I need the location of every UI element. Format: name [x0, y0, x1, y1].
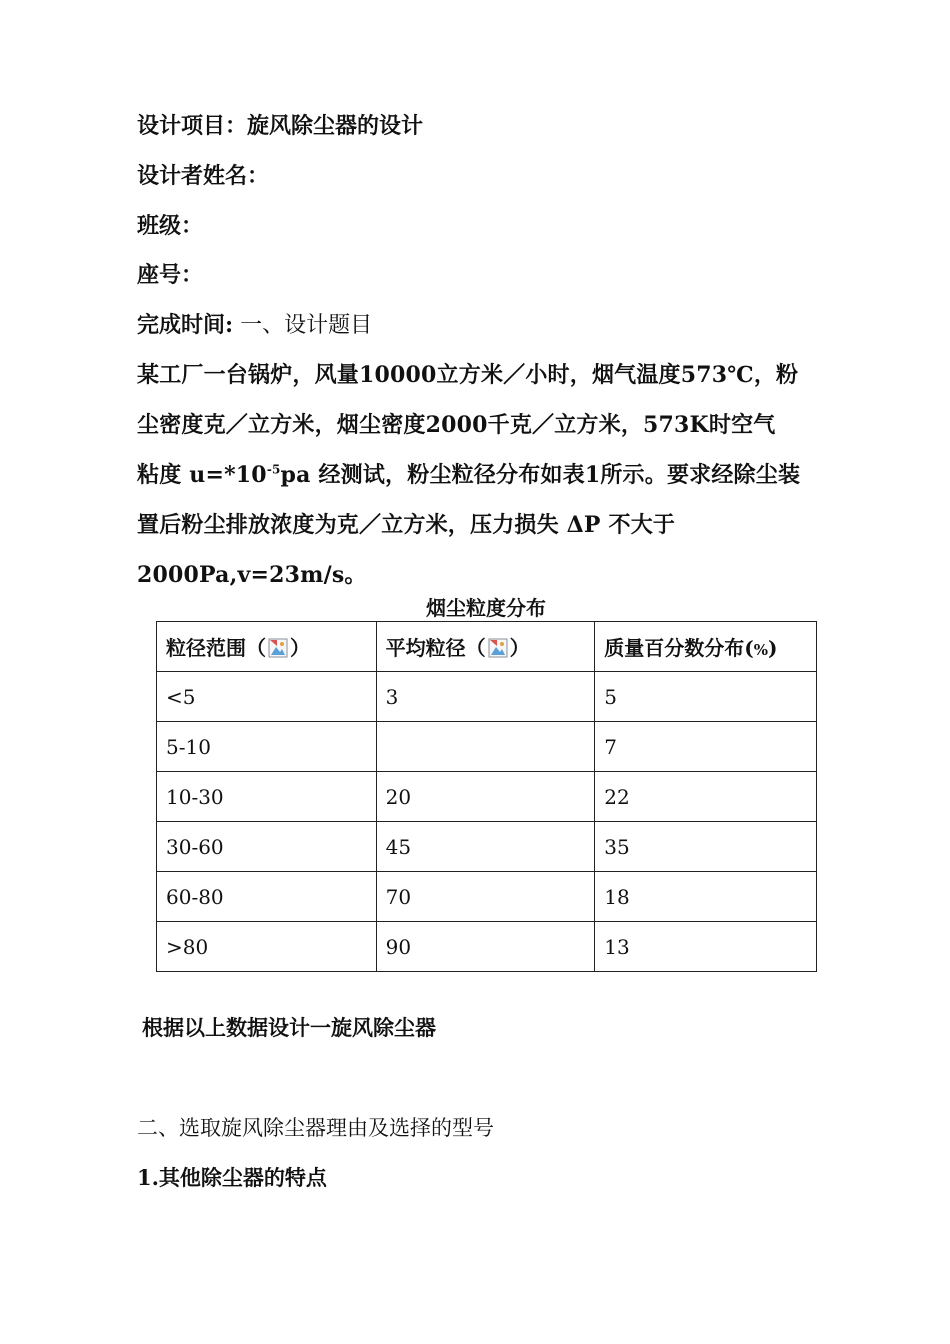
problem-line-5: 2000Pa,v=23m/s。: [137, 562, 367, 588]
table-caption: 烟尘粒度分布: [426, 596, 546, 620]
table-cell: 20: [376, 772, 595, 822]
table-cell: 90: [376, 922, 595, 972]
table-row: [157, 722, 817, 772]
table-row: [157, 772, 817, 822]
table-row: [157, 872, 817, 922]
section2-title: 二、选取旋风除尘器理由及选择的型号: [137, 1116, 494, 1140]
table-cell: 60-80: [157, 872, 377, 922]
project-line: [137, 111, 423, 141]
project-label: 设计项目：: [137, 113, 248, 139]
project-value: 旋风除尘器的设计: [247, 113, 424, 139]
table-cell: 30-60: [157, 822, 377, 872]
header-mass-percent-close: ): [767, 636, 778, 660]
section1-title: 一、设计题目: [240, 313, 373, 338]
table-header-row: [157, 622, 817, 672]
class-line: [137, 211, 203, 241]
problem-paragraph: [137, 360, 842, 590]
table-cell: 22: [595, 772, 817, 822]
problem-line-3-b: pa 经测试，粉尘粒径分布如表1所示。要求经除尘装: [280, 462, 801, 488]
table-row: [157, 672, 817, 722]
seat-line: [137, 260, 203, 290]
header-mass-percent-text: 质量百分数分布(: [604, 636, 754, 660]
finish-line: [137, 310, 372, 341]
table-cell: 3: [376, 672, 595, 722]
table-cell: [376, 722, 595, 772]
header-size-range-text: 粒径范围（: [166, 636, 266, 660]
class-label: 班级：: [137, 213, 204, 239]
broken-image-icon: [488, 638, 508, 658]
table-cell: 18: [595, 872, 817, 922]
table-cell: 35: [595, 822, 817, 872]
designer-label: 设计者姓名：: [137, 163, 270, 189]
problem-line-1: 某工厂一台锅炉，风量10000立方米／小时，烟气温度573℃，粉: [137, 362, 799, 388]
section2-subheading: 1.其他除尘器的特点: [137, 1165, 327, 1190]
seat-label: 座号：: [137, 262, 204, 288]
design-instruction: 根据以上数据设计一旋风除尘器: [142, 1015, 436, 1040]
problem-line-4: 置后粉尘排放浓度为克／立方米，压力损失 ΔP 不大于: [137, 512, 676, 538]
table-cell: 10-30: [157, 772, 377, 822]
problem-line-2: 尘密度克／立方米，烟尘密度2000千克／立方米，573K时空气: [137, 412, 776, 438]
header-mean-size-close: ）: [509, 636, 530, 660]
table-row: [157, 922, 817, 972]
table-cell: >80: [157, 922, 377, 972]
finish-label: 完成时间:: [137, 312, 234, 338]
table-cell: <5: [157, 672, 377, 722]
table-row: [157, 822, 817, 872]
table-cell: 70: [376, 872, 595, 922]
problem-line-3: [137, 460, 842, 490]
header-mean-size-text: 平均粒径（: [385, 636, 486, 660]
table-cell: 13: [595, 922, 817, 972]
header-size-range: [157, 622, 377, 672]
table-cell: 45: [376, 822, 595, 872]
problem-line-3-a: 粘度 u=*10: [137, 462, 267, 488]
particle-distribution-table: [156, 621, 817, 972]
header-size-range-close: ）: [290, 636, 310, 660]
table-cell: 7: [595, 722, 817, 772]
designer-line: [137, 161, 269, 191]
header-mass-percent: [595, 622, 817, 672]
exponent: -5: [266, 462, 281, 477]
percent-sign: %: [753, 641, 768, 659]
table-cell: 5-10: [157, 722, 377, 772]
header-mean-size: [376, 622, 595, 672]
table-cell: 5: [595, 672, 817, 722]
broken-image-icon: [268, 638, 288, 658]
